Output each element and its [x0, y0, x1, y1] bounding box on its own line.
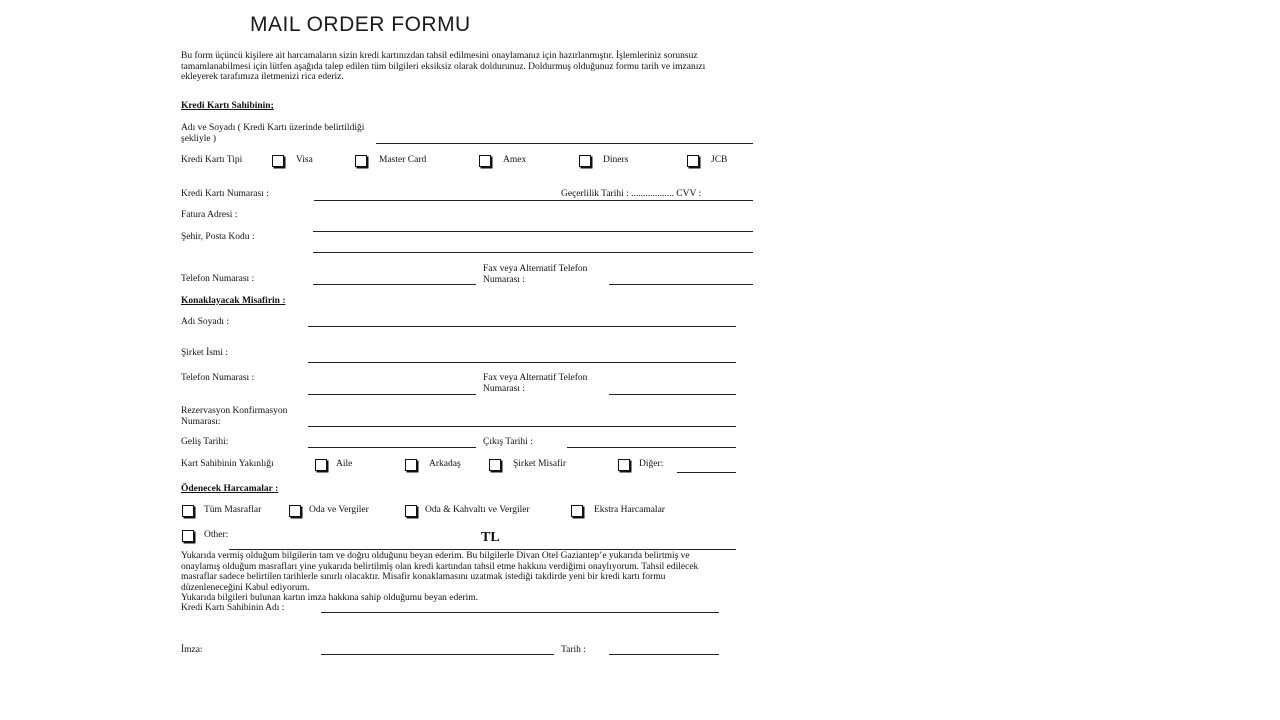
- extra-charges-checkbox[interactable]: [571, 505, 583, 517]
- date-field[interactable]: [609, 654, 719, 655]
- declaration-line: masraflar sadece belirtilen tarihlerle sınırlı olacaktır. Misafir konaklamasını uzatmak istediği takdirde yeni bir kredi kartı formu: [181, 572, 666, 582]
- diners-checkbox[interactable]: [579, 155, 591, 167]
- family-checkbox[interactable]: [315, 459, 327, 471]
- visa-checkbox[interactable]: [272, 155, 284, 167]
- company-field[interactable]: [308, 362, 736, 363]
- address-label: Fatura Adresi :: [181, 210, 238, 220]
- holder-fax-field[interactable]: [609, 284, 753, 285]
- company-label: Şirket İsmi :: [181, 348, 228, 358]
- declaration-line: düzenleneceğini Kabul ediyorum.: [181, 582, 310, 593]
- guest-phone-field[interactable]: [308, 394, 476, 395]
- card-type-label: Kredi Kartı Tipi: [181, 155, 243, 165]
- amex-checkbox[interactable]: [479, 155, 491, 167]
- guest-fax-field[interactable]: [609, 394, 736, 395]
- holder-name-field[interactable]: [376, 143, 753, 144]
- jcb-checkbox[interactable]: [687, 155, 699, 167]
- arrival-label: Geliş Tarihi:: [181, 437, 229, 447]
- holder-fax-label-line: Numarası :: [483, 274, 525, 285]
- signature-label: İmza:: [181, 645, 203, 655]
- page-title: MAIL ORDER FORMU: [250, 13, 471, 36]
- relation-label: Kart Sahibinin Yakınlığı: [181, 459, 274, 469]
- room-breakfast-checkbox[interactable]: [405, 505, 417, 517]
- friend-checkbox[interactable]: [405, 459, 417, 471]
- jcb-label: JCB: [711, 155, 728, 165]
- holder-fax-label-line: Fax veya Alternatif Telefon: [483, 264, 588, 274]
- room-breakfast-label: Oda & Kahvaltı ve Vergiler: [425, 505, 530, 515]
- departure-field[interactable]: [567, 447, 736, 448]
- all-expenses-label: Tüm Masraflar: [204, 505, 262, 515]
- family-label: Aile: [336, 459, 353, 469]
- guest-fax-label: [483, 373, 587, 394]
- extra-charges-label: Ekstra Harcamalar: [594, 505, 665, 515]
- charges-heading: Ödenecek Harcamalar :: [181, 484, 279, 494]
- expiry-label: Geçerlilik Tarihi : .................. CVV :: [561, 189, 702, 199]
- holder-name-sign-label: Kredi Kartı Sahibinin Adı :: [181, 603, 285, 613]
- holder-name-label: [181, 123, 364, 144]
- intro-line: tamamlanabilmesi için lütfen aşağıda talep edilen tüm bilgileri eksiksiz olarak doldurunuz. Doldurmuş olduğunuz formu tarih ve imzanızı: [181, 61, 706, 72]
- city-field[interactable]: [313, 252, 753, 253]
- holder-phone-field[interactable]: [313, 284, 476, 285]
- declaration-line: Yukarıda vermiş olduğum bilgilerin tam ve doğru olduğunu beyan ederim. Bu bilgilerle Divan Otel Gaziantep’e yukarıda belirtmiş ve: [181, 551, 690, 561]
- all-expenses-checkbox[interactable]: [182, 505, 194, 517]
- other-relation-checkbox[interactable]: [618, 459, 630, 471]
- city-label: Şehir, Posta Kodu :: [181, 232, 255, 242]
- departure-label: Çıkış Tarihi :: [483, 437, 533, 447]
- intro-line: Bu form üçüncü kişilere ait harcamaların sizin kredi kartınızdan tahsil edilmesini onaylamanız için hazırlanmıştır. İşlemleriniz sorunsuz: [181, 51, 698, 61]
- other-charge-label: Other:: [204, 530, 229, 540]
- card-holder-heading: Kredi Kartı Sahibinin;: [181, 101, 274, 111]
- other-relation-field[interactable]: [677, 472, 736, 473]
- declaration-text: [181, 551, 741, 604]
- company-guest-checkbox[interactable]: [489, 459, 501, 471]
- other-charge-field[interactable]: [229, 549, 736, 550]
- guest-name-label: Adı Soyadı :: [181, 317, 230, 327]
- guest-phone-label: Telefon Numarası :: [181, 373, 255, 383]
- holder-name-label-line: Adı ve Soyadı ( Kredi Kartı üzerinde belirtildiği: [181, 123, 365, 133]
- company-guest-label: Şirket Misafir: [513, 459, 567, 469]
- reservation-label: [181, 406, 287, 427]
- mastercard-checkbox[interactable]: [355, 155, 367, 167]
- guest-fax-label-line: Numarası :: [483, 383, 525, 394]
- other-relation-label: Diğer:: [639, 459, 664, 469]
- signature-field[interactable]: [321, 654, 554, 655]
- visa-label: Visa: [296, 155, 313, 165]
- card-number-field[interactable]: [314, 200, 753, 201]
- holder-name-label-line: şekliyle ): [181, 133, 217, 144]
- mastercard-label: Master Card: [379, 155, 427, 165]
- holder-phone-label: Telefon Numarası :: [181, 274, 255, 284]
- date-label: Tarih :: [561, 645, 586, 655]
- reservation-label-line: Numarası:: [181, 416, 221, 427]
- holder-fax-label: [483, 264, 587, 285]
- card-number-label: Kredi Kartı Numarası :: [181, 189, 269, 199]
- declaration-line: Yukarıda bilgileri bulunan kartın imza hakkına sahip olduğumu beyan ederim.: [181, 593, 479, 603]
- guest-heading: Konaklayacak Misafirin :: [181, 296, 286, 306]
- friend-label: Arkadaş: [429, 459, 461, 469]
- reservation-label-line: Rezervasyon Konfirmasyon: [181, 406, 288, 416]
- intro-text: [181, 51, 741, 83]
- reservation-field[interactable]: [308, 426, 736, 427]
- guest-fax-label-line: Fax veya Alternatif Telefon: [483, 373, 588, 383]
- address-field[interactable]: [313, 231, 753, 232]
- arrival-field[interactable]: [308, 447, 476, 448]
- room-tax-label: Oda ve Vergiler: [309, 505, 369, 515]
- currency-label: TL: [481, 530, 500, 545]
- holder-name-sign-field[interactable]: [321, 612, 719, 613]
- amex-label: Amex: [503, 155, 527, 165]
- other-charge-checkbox[interactable]: [182, 530, 194, 542]
- guest-name-field[interactable]: [308, 326, 736, 327]
- room-tax-checkbox[interactable]: [289, 505, 301, 517]
- declaration-line: onaylamış olduğum masrafları yine yukarıda belirtilmiş olan kredi kartından tahsil etme hakkını verdiğimi onaylıyorum. Tahsil edilecek: [181, 561, 699, 572]
- intro-line: ekleyerek tarafımıza iletmenizi rica ederiz.: [181, 72, 344, 82]
- diners-label: Diners: [603, 155, 629, 165]
